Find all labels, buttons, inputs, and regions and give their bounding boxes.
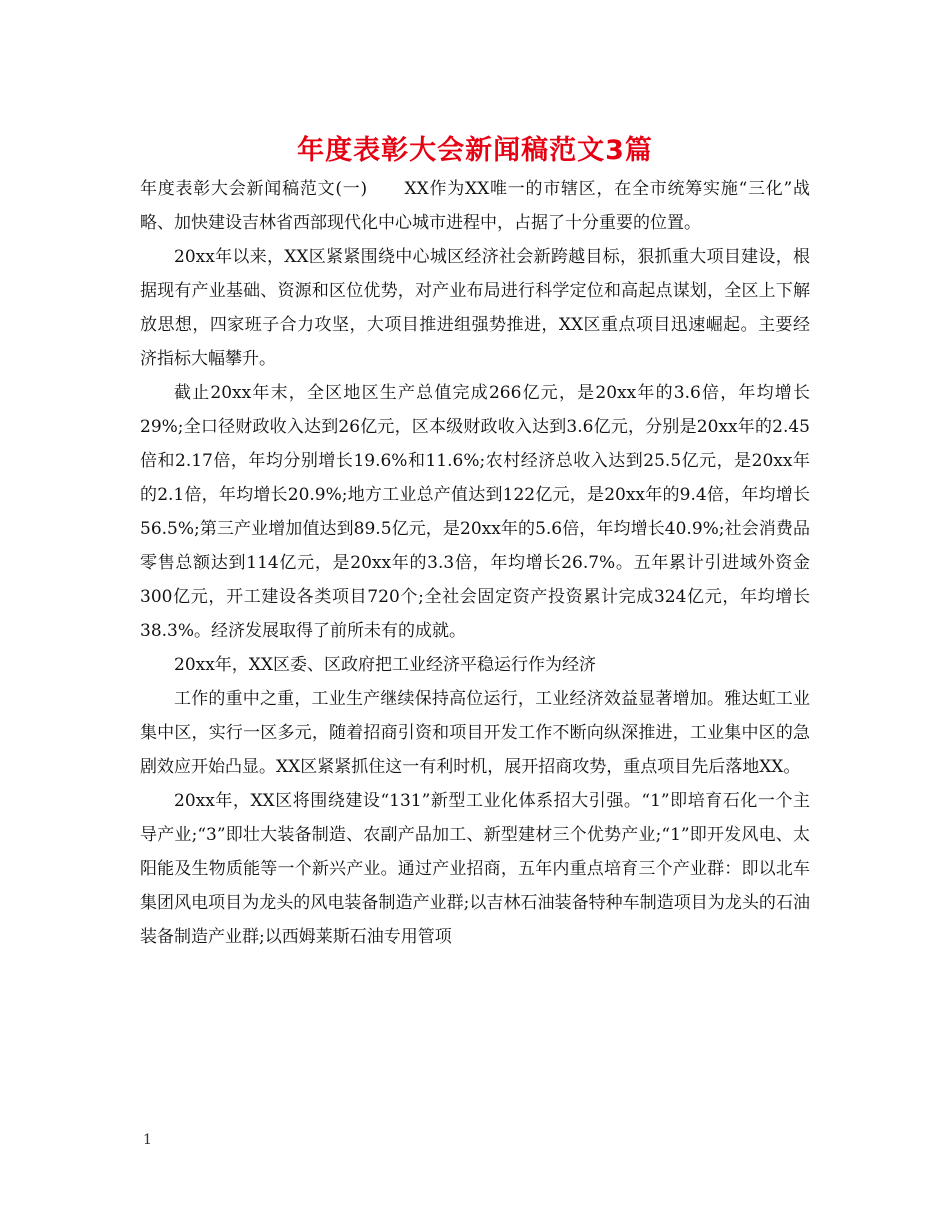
paragraph: 截止20xx年末，全区地区生产总值完成266亿元，是20xx年的3.6倍，年均增长29%;全口径财政收入达到26亿元，区本级财政收入达到3.6亿元，分别是20xx年的2.45倍和2.17倍，年均分别增长19.6%和11.6%;农村经济总收入达到25.5亿元，是20xx年的2.1倍，年均增长20.9%;地方工业总产值达到122亿元，是20xx年的9.4倍，年均增长56.5%;第三产业增加值达到89.5亿元，是20xx年的5.6倍，年均增长40.9%;社会消费品零售总额达到114亿元，是20xx年的3.3倍，年均增长26.7%。五年累计引进域外资金300亿元，开工建设各类项目720个;全社会固定资产投资累计完成324亿元，年均增长38.3%。经济发展取得了前所未有的成就。 <box>140 383 810 641</box>
document-title: 年度表彰大会新闻稿范文3篇 <box>297 135 653 166</box>
paragraph: 工作的重中之重，工业生产继续保持高位运行，工业经济效益显著增加。雅达虹工业集中区，实行一区多元，随着招商引资和项目开发工作不断向纵深推进，工业集中区的急剧效应开始凸显。XX区紧紧抓住这一有利时机，展开招商攻势，重点项目先后落地XX。 <box>140 689 810 777</box>
intro-text: XX作为XX唯一的市辖区，在全市统筹实施“三化”战略、加快建设吉林省西部现代化中心城市进程中，占据了十分重要的位置。 <box>140 179 810 233</box>
paragraph: 20xx年以来，XX区紧紧围绕中心城区经济社会新跨越目标，狠抓重大项目建设，根据现有产业基础、资源和区位优势，对产业布局进行科学定位和高起点谋划，全区上下解放思想，四家班子合力攻坚，大项目推进组强势推进，XX区重点项目迅速崛起。主要经济指标大幅攀升。 <box>140 247 810 369</box>
paragraph: 20xx年，XX区委、区政府把工业经济平稳运行作为经济 <box>174 655 597 675</box>
paragraph: 20xx年，XX区将围绕建设“131”新型工业化体系招大引强。“1”即培育石化一个主导产业;“3”即壮大装备制造、农副产品加工、新型建材三个优势产业;“1”即开发风电、太阳能及生物质能等一个新兴产业。通过产业招商，五年内重点培育三个产业群：即以北车集团风电项目为龙头的风电装备制造产业群;以吉林石油装备特种车制造项目为龙头的石油装备制造产业群;以西姆莱斯石油专用管项 <box>140 791 810 947</box>
page-number: 1 <box>143 1132 152 1148</box>
section-heading: 年度表彰大会新闻稿范文(一) <box>140 179 368 199</box>
document-body <box>140 172 810 954</box>
paragraph-intro <box>140 172 810 240</box>
